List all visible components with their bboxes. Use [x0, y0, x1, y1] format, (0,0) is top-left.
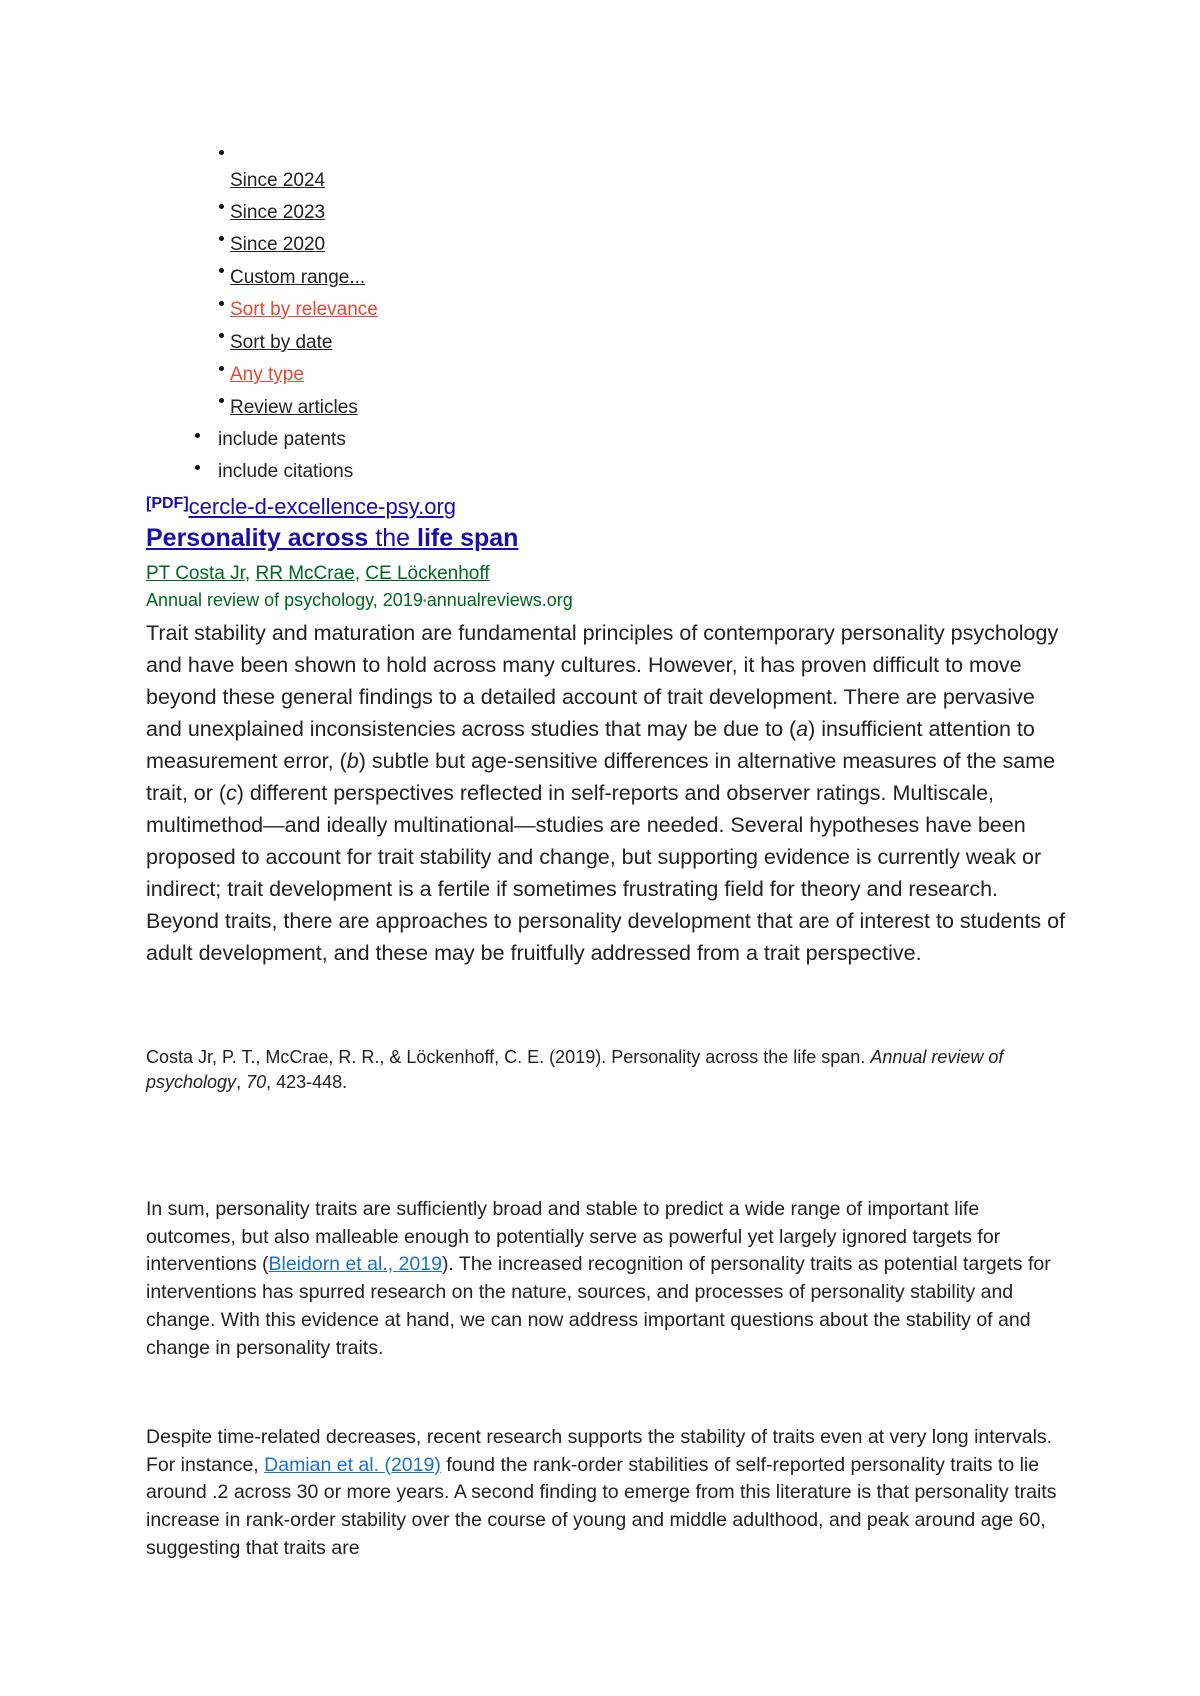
abstract-text: Trait stability and maturation are fundamental principles of contemporary personality psychology and have been shown to hold across many cultures. However, it has proven difficult to move beyond these general findings to a detailed account of trait development. There are pervasive and unexplained inconsistencies across studies that may be due to ( [146, 621, 1059, 741]
list-bullet [195, 433, 200, 438]
list-bullet [219, 268, 224, 273]
list-bullet [219, 398, 224, 403]
body-paragraph [146, 1196, 1066, 1362]
title-part: Personality across [146, 524, 369, 552]
list-bullet [219, 333, 224, 338]
abstract-italic: b [346, 749, 359, 773]
apa-citation [146, 1045, 1066, 1095]
title-part: the [375, 524, 411, 552]
citation-volume: 70 [246, 1072, 267, 1092]
type-review-articles-link[interactable]: Review articles [230, 397, 358, 418]
citation-text: , 423-448. [266, 1072, 348, 1092]
list-bullet [219, 204, 224, 209]
abstract-text: ) insufficient attention to measurement error, ( [146, 717, 1035, 773]
damian-citation-link[interactable]: Damian et al. (2019) [264, 1453, 441, 1476]
sort-by-relevance-link[interactable]: Sort by relevance [230, 299, 378, 320]
pdf-tag: [PDF] [146, 495, 189, 512]
citation-text: Costa Jr, P. T., McCrae, R. R., & Löckenhoff, C. E. (2019). Personality across the life span. [146, 1047, 871, 1067]
paragraph-text: ). The increased recognition of personality traits as potential targets for interventions has spurred research on the nature, sources, and processes of personality stability and change. With this evidence at hand, we can now address important questions about the stability of and change in personality traits. [146, 1253, 1051, 1359]
body-paragraph [146, 1424, 1066, 1563]
author-link[interactable]: PT Costa Jr [146, 563, 245, 584]
list-bullet [195, 465, 200, 470]
abstract-italic: a [796, 717, 809, 741]
paragraph-text: In sum, personality traits are sufficiently broad and stable to predict a wide range of important life outcomes, but also malleable enough to potentially serve as powerful yet largely ignored targets for interventions ( [146, 1198, 1001, 1276]
title-part: life span [417, 524, 519, 552]
bleidorn-citation-link[interactable]: Bleidorn et al., 2019 [268, 1253, 442, 1276]
sort-by-date-link[interactable]: Sort by date [230, 332, 333, 353]
venue-source: annualreviews.org [426, 590, 573, 610]
include-patents-option[interactable]: include patents [218, 429, 346, 450]
pdf-link[interactable] [146, 494, 456, 520]
abstract-text: ) different perspectives reflected in self-reports and observer ratings. Multiscale, multimethod—and ideally multinational—studies are needed. Several hypotheses have been proposed to account for trait stability and change, but supporting evidence is currently weak or indirect; trait development is a fertile if sometimes frustrating field for theory and research. Beyond traits, there are approaches to personality development that are of interest to students of adult development, and these may be fruitfully addressed from a trait perspective. [146, 781, 1066, 965]
filter-since-2023-link[interactable]: Since 2023 [230, 202, 326, 223]
result-venue [146, 590, 573, 611]
result-title-link[interactable] [146, 524, 518, 553]
list-bullet [219, 301, 224, 306]
list-bullet [219, 366, 224, 371]
abstract-text: ) subtle but age-sensitive differences in alternative measures of the same trait, or ( [146, 749, 1056, 805]
author-link[interactable]: RR McCrae [255, 563, 355, 584]
citation-text: , [236, 1072, 247, 1092]
include-citations-option[interactable]: include citations [218, 461, 354, 482]
paragraph-text: Despite time-related decreases, recent research supports the stability of traits even at very long intervals. For instance, [146, 1426, 1053, 1476]
author-link[interactable]: CE Löckenhoff [365, 563, 490, 584]
list-bullet [219, 236, 224, 241]
venue-separator: • [422, 595, 427, 607]
result-abstract [146, 617, 1066, 969]
abstract-italic: c [226, 781, 237, 805]
paragraph-text: found the rank-order stabilities of self-reported personality traits to lie around .2 across 30 or more years. A second finding to emerge from this literature is that personality traits increase in rank-order stability over the course of young and middle adulthood, and peak around age 60, suggesting that traits are [146, 1453, 1057, 1559]
filter-custom-range-link[interactable]: Custom range... [230, 267, 366, 288]
venue-text: Annual review of psychology, 2019 [146, 590, 423, 610]
result-authors: PT Costa Jr, RR McCrae, CE Löckenhoff [146, 563, 490, 584]
list-bullet [219, 150, 224, 155]
filter-since-2024-link[interactable]: Since 2024 [230, 170, 326, 191]
pdf-host[interactable]: cercle-d-excellence-psy.org [188, 494, 457, 519]
citation-journal: Annual review of psychology [146, 1047, 1004, 1092]
filter-since-2020-link[interactable]: Since 2020 [230, 234, 326, 255]
type-any-link[interactable]: Any type [230, 364, 304, 385]
